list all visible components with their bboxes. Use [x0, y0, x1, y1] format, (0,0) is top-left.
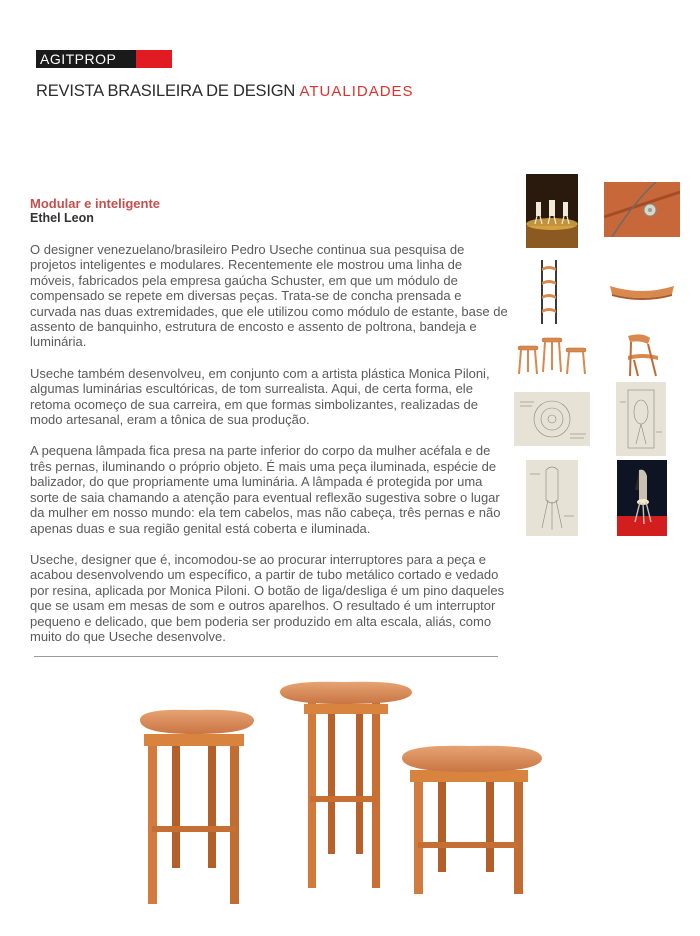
thumb-tray[interactable] — [606, 276, 678, 306]
chair-image — [618, 332, 666, 378]
paragraph-3: A pequena lâmpada fica presa na parte inferior do corpo da mulher acéfala e de três pernas, iluminando o próprio objeto. É mais uma peça iluminada, espécie de balizador, do que propriamente uma luminária. A lâmpada é protegida por uma sorte de saia chamando a atenção para eventual reflexão sugestiva sobre o lugar da mulher em nosso mundo: ela tem cabelos, mas não cabeça, três pernas e não apenas duas e sua região genital está coberta e iluminada. — [30, 443, 501, 536]
left-stool — [140, 710, 254, 904]
magazine-name: REVISTA BRASILEIRA DE DESIGN — [36, 82, 296, 100]
paragraph-2: Useche também desenvolveu, em conjunto com a artista plástica Monica Piloni, algumas luminárias escultóricas, de tom surrealista. Aqui, de certa forma, ele retoma ocomeço de sua carreira, em que formas simbolizantes, realizadas de modo artesanal, eram a tônica de sua produção. — [30, 365, 490, 428]
stage-lamps-image — [526, 174, 578, 248]
tray-image — [606, 276, 678, 306]
paragraph-4: Useche, designer que é, incomodou-se ao procurar interruptores para a peça e acabou desenvolvendo um específico, a partir de tubo metálico cortado e vedado por resina, aplicada por Monica Piloni. O botão de liga/desliga é um pino daqueles que se usam em mesas de som e outros aparelhos. O resultado é um interruptor pequeno e delicado, que bem poderia ser produzido em alta escala, aliás, como muito do que Useche desenvolve. — [30, 551, 505, 644]
stools-small-image — [514, 334, 590, 376]
article — [30, 196, 508, 660]
drawing-3-image — [526, 460, 578, 536]
thumb-shelf[interactable] — [538, 258, 560, 326]
article-title: Modular e inteligente — [30, 196, 161, 211]
logo-red-block — [136, 50, 172, 68]
brand-name: AGITPROP — [40, 51, 117, 67]
lamp-sculpture-image — [617, 460, 667, 536]
drawing-1-image — [514, 392, 590, 446]
short-stool — [402, 746, 542, 894]
logo-black-block — [36, 50, 136, 68]
thumb-drawing-1[interactable] — [514, 392, 590, 446]
magazine-header — [36, 82, 414, 101]
thumb-chair[interactable] — [618, 332, 666, 378]
thumb-drawing-2[interactable] — [616, 382, 666, 456]
thumb-switch-detail[interactable] — [604, 182, 680, 237]
article-author: Ethel Leon — [30, 211, 94, 225]
paragraph-1: O designer venezuelano/brasileiro Pedro Useche continua sua pesquisa de projetos inteligentes e modulares. Recentemente ele mostrou uma linha de móveis, fabricados pela empresa gaúcha Schuster, em que um módulo de compensado se repete em diversas peças. Trata-se de concha prensada e curvada nas duas extremidades, que ele utilizou como módulo de estante, base de assento de banquinho, estrutura de encosto e assento de poltrona, bandeja e luminária. — [30, 242, 508, 350]
switch-detail-image — [604, 182, 680, 237]
thumb-drawing-3[interactable] — [526, 460, 578, 536]
thumb-lamp-sculpture[interactable] — [617, 460, 667, 536]
tall-stool — [280, 682, 412, 888]
drawing-2-image — [616, 382, 666, 456]
agitprop-logo[interactable] — [36, 50, 172, 68]
divider — [34, 656, 498, 657]
thumb-stools-small[interactable] — [514, 334, 590, 376]
thumb-stage-lamps[interactable] — [526, 174, 578, 248]
section-name: ATUALIDADES — [299, 83, 414, 100]
stools-photo — [130, 676, 560, 908]
shelf-image — [538, 258, 560, 326]
stools-image — [130, 676, 560, 908]
